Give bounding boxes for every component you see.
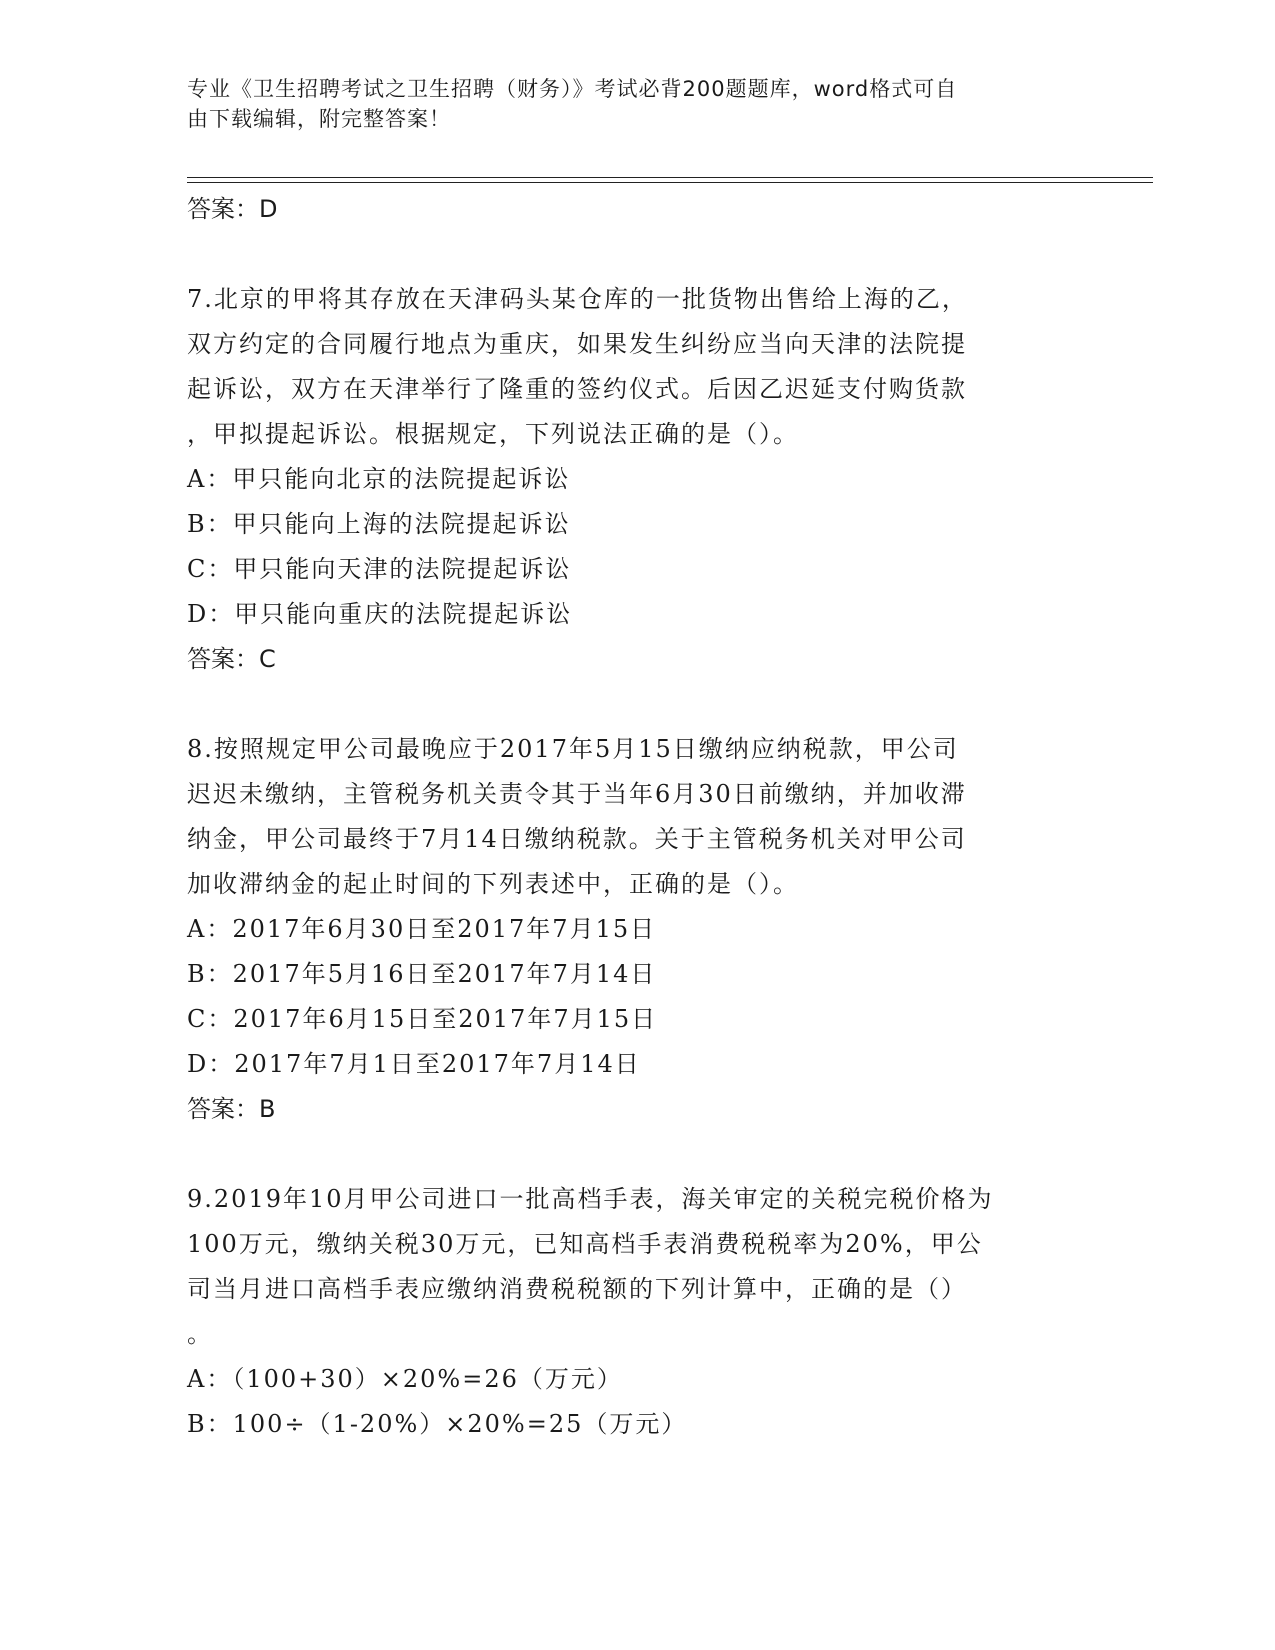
answer-line (187, 187, 1087, 232)
question-line: 加收滞纳金的起止时间的下列表述中，正确的是（）。 (187, 870, 799, 898)
answer-value: C (259, 645, 276, 673)
question-line: 7.北京的甲将其存放在天津码头某仓库的一批货物出售给上海的乙， (187, 285, 968, 313)
question-line: 8.按照规定甲公司最晚应于2017年5月15日缴纳应纳税款，甲公司 (187, 735, 959, 763)
question-line: 起诉讼，双方在天津举行了隆重的签约仪式。后因乙迟延支付购货款 (187, 375, 967, 403)
option-b: B：甲只能向上海的法院提起诉讼 (187, 510, 571, 538)
header-line-1: 专业《卫生招聘考试之卫生招聘（财务）》考试必背200题题库，word格式可自 (187, 77, 958, 101)
option-d: D：2017年7月1日至2017年7月14日 (187, 1050, 641, 1078)
header-rule-bottom (187, 182, 1153, 183)
answer-label: 答案： (187, 195, 259, 223)
option-a: A：2017年6月30日至2017年7月15日 (187, 915, 657, 943)
option-a: A：（100+30）×20%=26（万元） (187, 1365, 623, 1393)
option-c: C：2017年6月15日至2017年7月15日 (187, 1005, 658, 1033)
header-rule-top (187, 177, 1153, 178)
question-line: 司当月进口高档手表应缴纳消费税税额的下列计算中，正确的是（） (187, 1275, 967, 1303)
question-line: 9.2019年10月甲公司进口一批高档手表，海关审定的关税完税价格为 (187, 1185, 994, 1213)
question-8 (187, 727, 1087, 1132)
spacer (187, 1132, 1087, 1177)
answer-line (187, 1087, 1087, 1132)
option-d: D：甲只能向重庆的法院提起诉讼 (187, 600, 573, 628)
question-7 (187, 277, 1087, 682)
option-c: C：甲只能向天津的法院提起诉讼 (187, 555, 572, 583)
question-line: 迟迟未缴纳，主管税务机关责令其于当年6月30日前缴纳，并加收滞 (187, 780, 967, 808)
answer-label: 答案： (187, 645, 259, 673)
answer-line (187, 637, 1087, 682)
question-line: 纳金，甲公司最终于7月14日缴纳税款。关于主管税务机关对甲公司 (187, 825, 967, 853)
header-line-2: 由下载编辑，附完整答案！ (187, 107, 451, 131)
answer-value: D (259, 195, 278, 223)
spacer (187, 232, 1087, 277)
question-line: 100万元，缴纳关税30万元，已知高档手表消费税税率为20%，甲公 (187, 1230, 983, 1258)
option-b: B：2017年5月16日至2017年7月14日 (187, 960, 657, 988)
question-line: ，甲拟提起诉讼。根据规定，下列说法正确的是（）。 (187, 420, 799, 448)
option-b: B：100÷（1-20%）×20%=25（万元） (187, 1410, 688, 1438)
document-header (187, 74, 1087, 134)
option-a: A：甲只能向北京的法院提起诉讼 (187, 465, 571, 493)
question-9 (187, 1177, 1087, 1447)
question-line: 。 (187, 1320, 213, 1348)
answer-label: 答案： (187, 1095, 259, 1123)
document-body (187, 187, 1087, 1447)
answer-value: B (259, 1095, 276, 1123)
spacer (187, 682, 1087, 727)
question-line: 双方约定的合同履行地点为重庆，如果发生纠纷应当向天津的法院提 (187, 330, 967, 358)
